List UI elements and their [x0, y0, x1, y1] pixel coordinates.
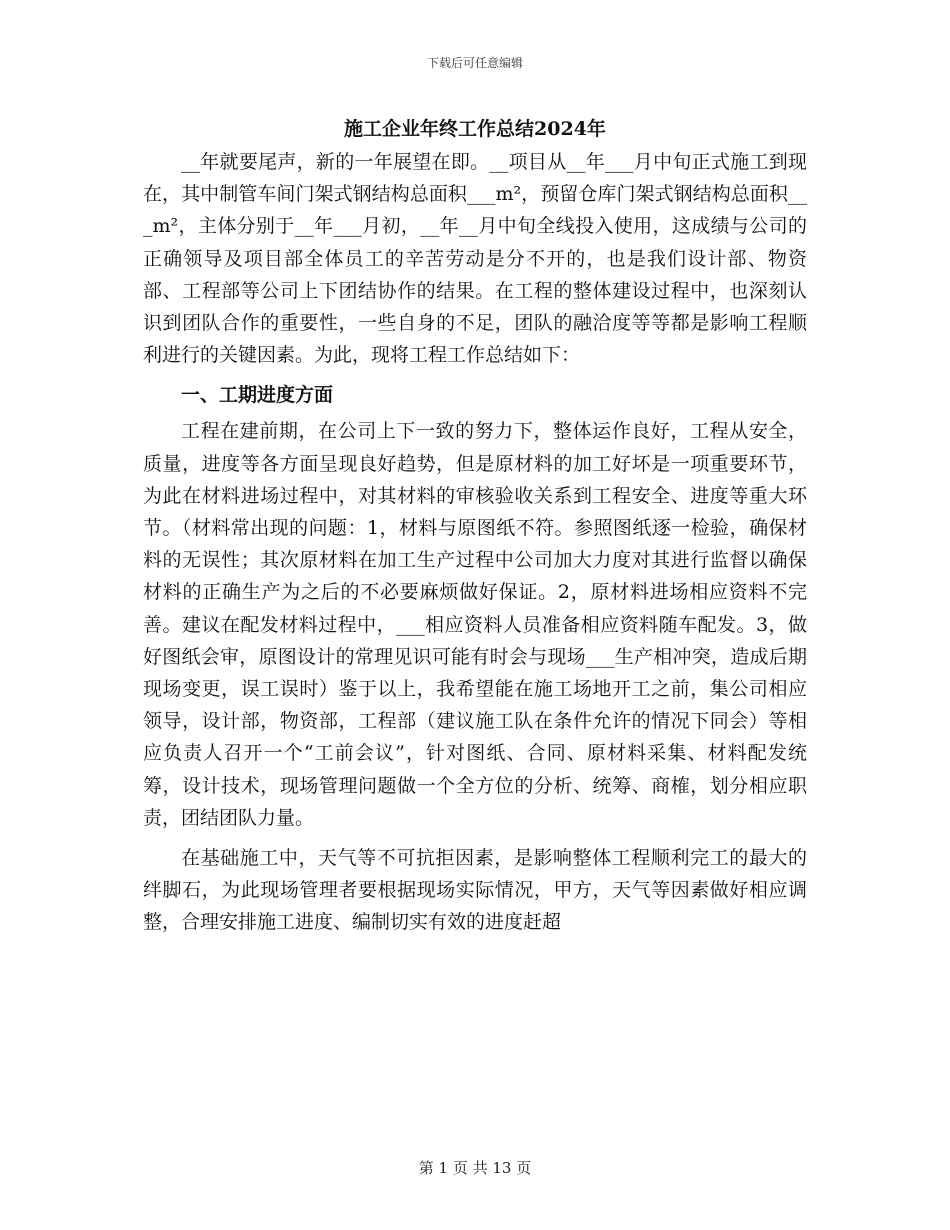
- document-body: [143, 146, 807, 939]
- document-title: 施工企业年终工作总结2024年: [344, 118, 606, 140]
- paragraph-intro: __年就要尾声，新的一年展望在即。__项目从__年___月中旬正式施工到现在，其中制管车间门架式钢结构总面积___m²，预留仓库门架式钢结构总面积___m²，主体分别于__年___月初，__年__月中旬全线投入使用，这成绩与公司的正确领导及项目部全体员工的辛苦劳动是分不开的，也是我们设计部、物资部、工程部等公司上下团结协作的结果。在工程的整体建设过程中，也深刻认识到团队合作的重要性，一些自身的不足，团队的融洽度等等都是影响工程顺利进行的关键因素。为此，现将工程工作总结如下：: [143, 151, 807, 367]
- paragraph-foundation: 在基础施工中，天气等不可抗拒因素，是影响整体工程顺利完工的最大的绊脚石，为此现场管理者要根据现场实际情况，甲方，天气等因素做好相应调整，合理安排施工进度、编制切实有效的进度赶超: [143, 847, 807, 934]
- header-note: 下载后可任意编辑: [426, 56, 523, 70]
- page-number: 第 1 页 共 13 页: [418, 1159, 532, 1177]
- section-heading-schedule: 一、工期进度方面: [181, 384, 334, 407]
- paragraph-materials: 工程在建前期，在公司上下一致的努力下，整体运作良好，工程从安全，质量，进度等各方面呈现良好趋势，但是原材料的加工好坏是一项重要环节，为此在材料进场过程中，对其材料的审核验收关系到工程安全、进度等重大环节。（材料常出现的问题：1，材料与原图纸不符。参照图纸逐一检验，确保材料的无误性；其次原材料在加工生产过程中公司加大力度对其进行监督以确保材料的正确生产为之后的不必要麻烦做好保证。2，原材料进场相应资料不完善。建议在配发材料过程中，___相应资料人员准备相应资料随车配发。3，做好图纸会审，原图设计的常理见识可能有时会与现场___生产相冲突，造成后期现场变更，误工误时）鉴于以上，我希望能在施工场地开工之前，集公司相应领导，设计部，物资部，工程部（建议施工队在条件允许的情况下同会）等相应负责人召开一个“工前会议”，针对图纸、合同、原材料采集、材料配发统筹，设计技术，现场管理问题做一个全方位的分析、统筹、商榷，划分相应职责，团结团队力量。: [143, 420, 807, 829]
